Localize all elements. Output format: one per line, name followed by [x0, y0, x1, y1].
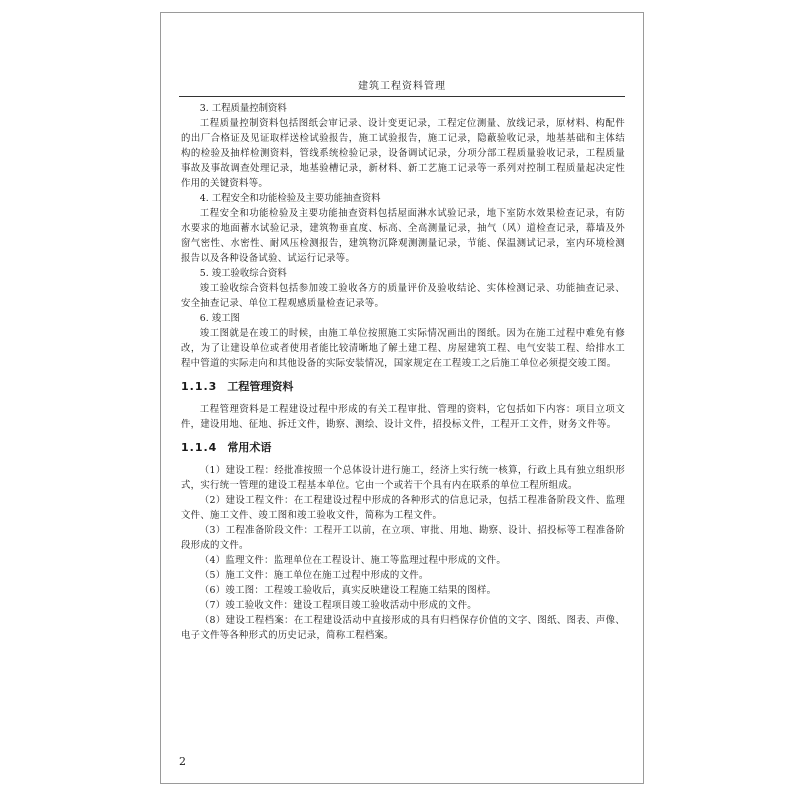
section-4-text: 工程安全和功能检验及主要功能抽查资料包括屋面淋水试验记录，地下室防水效果检查记录，有防水要求的地面蓄水试验记录，建筑物垂直度、标高、全高测量记录，抽气（风）道检查记录，幕墙及外窗气密性、水密性、耐风压检测报告，建筑物沉降观测测量记录，节能、保温测试记录，室内环境检测报告以及各种设备试验、试运行记录等。 [181, 208, 625, 264]
section-number: 1.1.3 [181, 380, 218, 393]
term-item: （5）施工文件：施工单位在施工过程中形成的文件。 [199, 570, 429, 581]
section-6-heading: 6. 竣工图 [199, 313, 240, 324]
section-title: 工程管理资料 [227, 380, 294, 393]
term-item: （2）建设工程文件：在工程建设过程中形成的各种形式的信息记录，包括工程准备阶段文件、监理文件、施工文件、竣工图和竣工验收文件，简称为工程文件。 [181, 495, 625, 521]
section-4-heading: 4. 工程安全和功能检验及主要功能抽查资料 [199, 193, 381, 204]
page-number: 2 [179, 755, 186, 768]
running-header: 建筑工程资料管理 [179, 77, 625, 97]
section-title: 常用术语 [227, 441, 272, 454]
section-3-text: 工程质量控制资料包括图纸会审记录、设计变更记录，工程定位测量、放线记录，原材料、构配件的出厂合格证及见证取样送检试验报告，施工试验报告，施工记录，隐蔽验收记录，地基基础和主体结构的检验及抽样检测资料，管线系统检验记录，设备调试记录，分项分部工程质量验收记录，工程质量事故及事故调查处理记录，地基验槽记录，新材料、新工艺施工记录等一系列对控制工程质量起决定性作用的关键资料等。 [181, 118, 625, 189]
section-number: 1.1.4 [181, 441, 218, 454]
term-item: （7）竣工验收文件：建设工程项目竣工验收活动中形成的文件。 [199, 600, 477, 611]
book-page [160, 12, 644, 784]
section-1-1-3-text: 工程管理资料是工程建设过程中形成的有关工程审批、管理的资料，它包括如下内容：项目立项文件，建设用地、征地、拆迁文件，勘察、测绘、设计文件，招投标文件，工程开工文件，财务文件等。 [181, 404, 625, 430]
term-item: （8）建设工程档案：在工程建设活动中直接形成的具有归档保存价值的文字、图纸、图表、声像、电子文件等各种形式的历史记录，简称工程档案。 [181, 615, 625, 641]
section-6-text: 竣工图就是在竣工的时候，由施工单位按照施工实际情况画出的图纸。因为在施工过程中难免有修改，为了让建设单位或者使用者能比较清晰地了解土建工程、房屋建筑工程、电气安装工程、给排水工程中管道的实际走向和其他设备的实际安装情况，国家规定在工程竣工之后施工单位必须提交竣工图。 [181, 328, 625, 369]
section-3-heading: 3. 工程质量控制资料 [199, 103, 287, 114]
term-item: （1）建设工程：经批准按照一个总体设计进行施工，经济上实行统一核算，行政上具有独立组织形式，实行统一管理的建设工程基本单位。它由一个或若干个具有内在联系的单位工程所组成。 [181, 465, 625, 491]
section-5-text: 竣工验收综合资料包括参加竣工验收各方的质量评价及验收结论、实体检测记录、功能抽查记录、安全抽查记录、单位工程观感质量检查记录等。 [181, 283, 625, 309]
section-5-heading: 5. 竣工验收综合资料 [199, 268, 287, 279]
page-body [181, 101, 625, 643]
section-1-1-4-heading [181, 440, 625, 455]
term-item: （3）工程准备阶段文件：工程开工以前，在立项、审批、用地、勘察、设计、招投标等工程准备阶段形成的文件。 [181, 525, 625, 551]
section-1-1-3-heading [181, 379, 625, 394]
term-item: （6）竣工图：工程竣工验收后，真实反映建设工程施工结果的图样。 [199, 585, 497, 596]
term-item: （4）监理文件：监理单位在工程设计、施工等监理过程中形成的文件。 [199, 555, 506, 566]
